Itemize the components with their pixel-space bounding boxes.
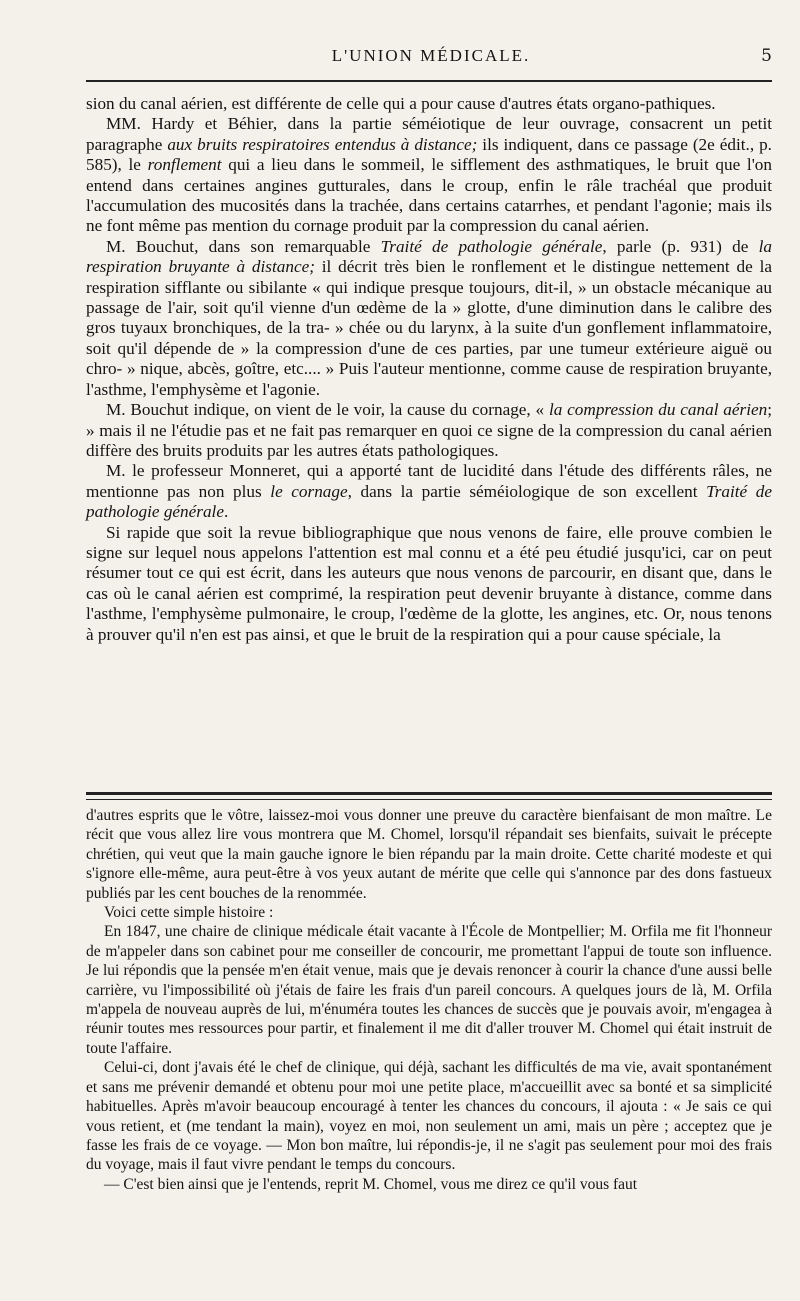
paragraph xyxy=(86,523,772,645)
page-number: 5 xyxy=(761,46,772,66)
header-rule xyxy=(86,80,772,82)
text-run: Si rapide que soit la revue bibliographique que nous venons de faire, elle prouve combien le signe sur lequel nous appelons l'attention est mal connu et a été peu étudié jusqu'ici, car on peut résumer tout ce qui est écrit, dans les auteurs que nous venons de parcourir, en disant que, dans le cas où le canal aérien est comprimé, la respiration peut devenir bruyante à distance, comme dans l'asthme, l'emphysème pulmonaire, le croup, l'œdème de la glotte, les angines, etc. Or, nous tenons à prouver qu'il n'en est pas ainsi, et que le bruit de la respiration qui a pour cause spéciale, la xyxy=(86,522,772,644)
feuilleton-text xyxy=(86,806,772,1194)
italic-run: le cornage xyxy=(270,481,348,501)
italic-run: la compression du canal aérien xyxy=(548,400,768,420)
text-run: M. Bouchut indique, on vient de le voir, la cause du cornage, « xyxy=(106,400,549,420)
text-run: Voici cette simple histoire : xyxy=(104,904,274,922)
text-run: ils indiquent, dans ce passage (2e édit., p. 585), le xyxy=(86,134,772,175)
page-header xyxy=(86,46,776,72)
text-run: Celui-ci, dont j'avais été le chef de clinique, qui déjà, sachant les difficultés de ma vie, avait spontanément et sans me prévenir demandé et obtenu pour moi une petite place, m'accueillit avec sa bonté et sa simplicité habituelles. Après m'avoir beaucoup encouragé à tenter les chances du concours, il ajouta : « Je sais ce qui vous retient, et (me tendant la main), voyez en moi, non seulement un ami, mais un père ; acceptez que je fasse les frais de ce voyage. — Mon bon maître, lui répondis-je, il ne s'agit pas seulement pour moi des frais du voyage, mais il faut vivre pendant le temps du concours. xyxy=(86,1059,772,1174)
paragraph xyxy=(86,1058,772,1174)
text-run: ; » mais il ne l'étudie pas et ne fait pas remarquer en quoi ce signe de la compression du canal aérien diffère des bruits produits par les autres états pathologiques. xyxy=(86,400,772,460)
italic-run: Traité de pathologie générale xyxy=(380,236,603,256)
paragraph xyxy=(86,114,772,236)
text-run: M. Bouchut, dans son remarquable xyxy=(106,236,381,256)
paragraph xyxy=(86,400,772,461)
italic-run: aux bruits respiratoires entendus à distance; xyxy=(167,134,478,154)
paragraph xyxy=(86,806,772,903)
text-run: il décrit très bien le ronflement et le distingue nettement de la respiration sifflante ou sibilante « qui indique presque toujours, dit-il, » un obstacle mécanique au passage de l'air, soit qu'il vienne d'un œdème de la » glotte, d'une diminution dans le calibre des gros tuyaux bronchiques, de la tra- » chée ou du larynx, à la suite d'un gonflement inflammatoire, soit qu'il dépende de » la compression d'une de ces parties, par une tumeur extérieure aiguë ou chro- » nique, abcès, goître, etc.... » Puis l'auteur mentionne, comme cause de respiration bruyante, l'asthme, l'emphysème et l'agonie. xyxy=(86,257,772,399)
text-run: , dans la partie séméiologique de son excellent xyxy=(347,481,707,501)
text-run: M. le professeur Monneret, qui a apporté tant de lucidité dans l'étude des différents râles, ne mentionne pas non plus xyxy=(86,461,772,501)
italic-run: Traité de pathologie générale xyxy=(86,481,773,522)
running-title: L'UNION MÉDICALE. xyxy=(331,46,531,65)
paragraph xyxy=(86,237,772,400)
main-text xyxy=(86,94,772,645)
text-run: , parle (p. 931) de xyxy=(602,236,759,256)
paragraph xyxy=(86,1175,772,1194)
text-run: MM. Hardy et Béhier, dans la partie séméiotique de leur ouvrage, consacrent un petit paragraphe xyxy=(86,114,772,154)
paragraph xyxy=(86,903,772,922)
paragraph xyxy=(86,94,772,114)
text-run: — C'est bien ainsi que je l'entends, reprit M. Chomel, vous me direz ce qu'il vous faut xyxy=(104,1175,638,1193)
paragraph xyxy=(86,461,772,522)
text-run: En 1847, une chaire de clinique médicale était vacante à l'École de Montpellier; M. Orfila me fit l'honneur de m'appeler dans son cabinet pour me conseiller de concourir, me promettant l'appui de toute son influence. Je lui répondis que la pensée m'en était venue, mais que je devais renoncer à courir la chance d'une aussi belle carrière, vu l'impossibilité où j'étais de faire les frais d'un pareil concours. A quelques jours de là, M. Orfila m'appela de nouveau auprès de lui, m'énuméra toutes les chances de succès que je pouvais avoir, m'engagea à réunir toutes mes ressources pour partir, et finalement il me dit d'aller trouver M. Chomel qui était instruit de toute l'affaire. xyxy=(86,923,772,1057)
italic-run: ronflement xyxy=(147,155,222,175)
feuilleton-rule xyxy=(86,792,772,800)
text-run: d'autres esprits que le vôtre, laissez-moi vous donner une preuve du caractère bienfaisant de mon maître. Le récit que vous allez lire vous montrera que M. Chomel, lorsqu'il répandait ses bienfaits, suivait le précepte chrétien, qui veut que la main gauche ignore le bien répandu par la main droite. Cette charité modeste et qui s'ignore elle-même, aura peut-être à vos yeux autant de mérite que celle qui s'annonce par des dons fastueux publiés par les cent bouches de la renommée. xyxy=(86,807,772,902)
text-run: . xyxy=(223,502,229,522)
paragraph xyxy=(86,922,772,1058)
text-run: sion du canal aérien, est différente de celle qui a pour cause d'autres états organo-pathiques. xyxy=(86,94,716,113)
italic-run: la respiration bruyante à distance; xyxy=(86,236,772,277)
text-run: qui a lieu dans le sommeil, le sifflement des asthmatiques, le bruit que l'on entend dans certaines angines gutturales, dans le croup, enfin le râle trachéal que produit l'accumulation des mucosités dans la trachée, dans certains catarrhes, et pendant l'agonie; mais ils ne font même pas mention du cornage produit par la compression du canal aérien. xyxy=(86,155,772,236)
